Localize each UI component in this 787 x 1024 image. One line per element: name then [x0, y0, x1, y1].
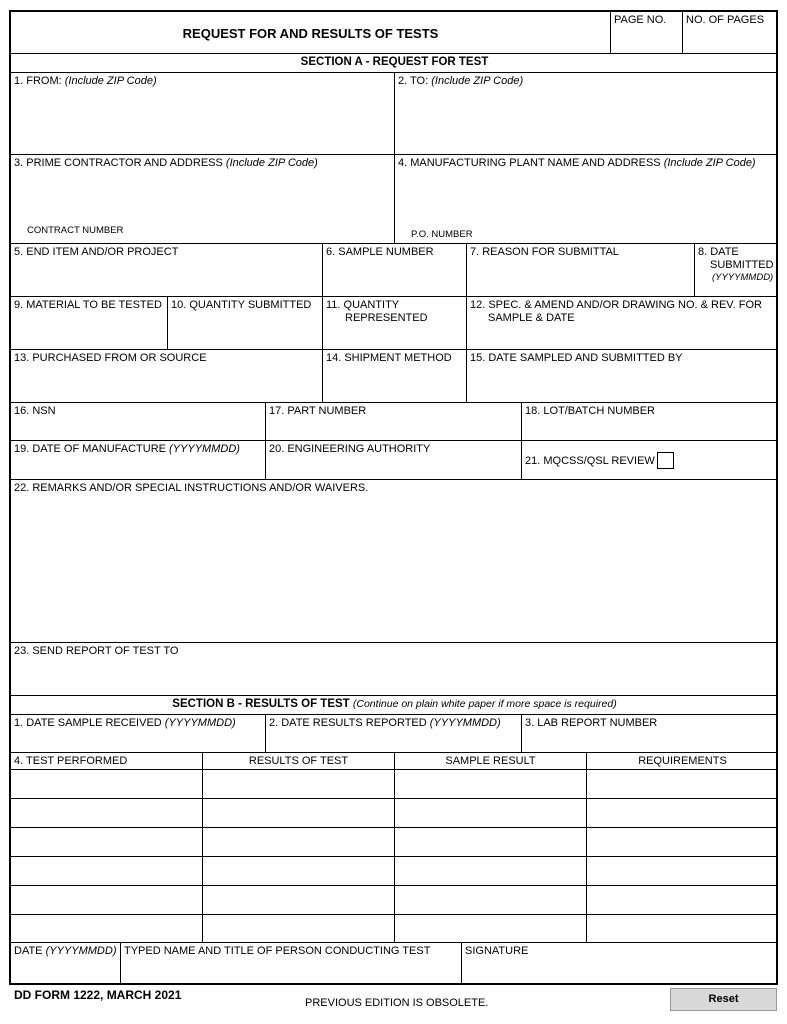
send-report-field[interactable]	[11, 643, 778, 696]
date-results-reported-field[interactable]	[266, 715, 522, 753]
table-cell[interactable]	[203, 915, 395, 943]
table-cell[interactable]	[395, 828, 587, 857]
form-title-cell	[11, 12, 611, 54]
material-field[interactable]	[11, 297, 168, 350]
date-format: (YYYYMMDD)	[45, 945, 117, 957]
column-header-label: RESULTS OF TEST	[248, 755, 349, 767]
remarks-field[interactable]	[11, 480, 778, 643]
table-cell[interactable]	[587, 857, 778, 886]
table-cell[interactable]	[395, 770, 587, 799]
remarks-label: 22. REMARKS AND/OR SPECIAL INSTRUCTIONS AND/OR WAIVERS.	[14, 482, 369, 494]
purchased-from-field[interactable]	[11, 350, 323, 403]
section-b-title-note: (Continue on plain white paper if more space is required)	[352, 698, 617, 710]
date-mfg-label: 19. DATE OF MANUFACTURE	[14, 443, 166, 455]
purchased-label: 13. PURCHASED FROM OR SOURCE	[14, 352, 207, 364]
section-b-title	[11, 696, 778, 715]
column-header-results-of-test	[203, 753, 395, 770]
shipment-label: 14. SHIPMENT METHOD	[326, 352, 452, 364]
lab-report-number-field[interactable]	[522, 715, 778, 753]
date-submitted-label-2: SUBMITTED	[710, 259, 774, 271]
column-header-test-performed	[11, 753, 203, 770]
no-of-pages-label: NO. OF PAGES	[686, 14, 765, 26]
date-sampled-label: 15. DATE SAMPLED AND SUBMITTED BY	[470, 352, 683, 364]
column-header-requirements	[587, 753, 778, 770]
date-submitted-field[interactable]	[695, 244, 778, 297]
page-no-label: PAGE NO.	[614, 14, 667, 26]
lab-report-label: 3. LAB REPORT NUMBER	[525, 717, 658, 729]
date-label: DATE	[14, 945, 43, 957]
date-sampled-field[interactable]	[467, 350, 778, 403]
table-cell[interactable]	[11, 886, 203, 915]
contract-number-label: CONTRACT NUMBER	[27, 225, 124, 236]
table-cell[interactable]	[203, 770, 395, 799]
signature-label: SIGNATURE	[465, 945, 529, 957]
quantity-submitted-field[interactable]	[168, 297, 323, 350]
material-label: 9. MATERIAL TO BE TESTED	[14, 299, 162, 311]
date-received-label: 1. DATE SAMPLE RECEIVED	[14, 717, 162, 729]
table-cell[interactable]	[587, 886, 778, 915]
table-cell[interactable]	[203, 799, 395, 828]
typed-name-field[interactable]	[121, 943, 462, 985]
reason-field[interactable]	[467, 244, 695, 297]
signature-field[interactable]	[462, 943, 778, 985]
nsn-field[interactable]	[11, 403, 266, 441]
column-header-sample-result	[395, 753, 587, 770]
table-cell[interactable]	[395, 915, 587, 943]
send-report-label: 23. SEND REPORT OF TEST TO	[14, 645, 179, 657]
mqcss-label: 21. MQCSS/QSL REVIEW	[525, 455, 655, 467]
manufacturing-plant-field[interactable]	[395, 155, 778, 244]
mfg-note: (Include ZIP Code)	[663, 157, 756, 169]
table-cell[interactable]	[11, 857, 203, 886]
po-number-label: P.O. NUMBER	[411, 229, 473, 240]
prime-contractor-field[interactable]	[11, 155, 395, 244]
spec-label-2: SAMPLE & DATE	[488, 312, 575, 324]
qty-rep-label-2: REPRESENTED	[345, 312, 428, 324]
table-cell[interactable]	[203, 857, 395, 886]
mqcss-review-cell	[522, 441, 778, 480]
date-reported-label: 2. DATE RESULTS REPORTED	[269, 717, 427, 729]
nsn-label: 16. NSN	[14, 405, 56, 417]
lot-batch-label: 18. LOT/BATCH NUMBER	[525, 405, 655, 417]
eng-auth-label: 20. ENGINEERING AUTHORITY	[269, 443, 431, 455]
quantity-submitted-label: 10. QUANTITY SUBMITTED	[171, 299, 312, 311]
section-a-title	[11, 54, 778, 73]
to-label: 2. TO:	[398, 75, 429, 87]
table-cell[interactable]	[587, 799, 778, 828]
date-mfg-format: (YYYYMMDD)	[169, 443, 240, 455]
table-cell[interactable]	[587, 828, 778, 857]
from-field[interactable]	[11, 73, 395, 155]
qty-rep-label-1: 11. QUANTITY	[326, 299, 400, 311]
date-of-manufacture-field[interactable]	[11, 441, 266, 480]
to-field[interactable]	[395, 73, 778, 155]
spec-drawing-field[interactable]	[467, 297, 778, 350]
end-item-label: 5. END ITEM AND/OR PROJECT	[14, 246, 179, 258]
shipment-method-field[interactable]	[323, 350, 467, 403]
prime-label: 3. PRIME CONTRACTOR AND ADDRESS	[14, 157, 223, 169]
table-cell[interactable]	[395, 857, 587, 886]
table-cell[interactable]	[395, 799, 587, 828]
table-cell[interactable]	[11, 799, 203, 828]
table-cell[interactable]	[203, 828, 395, 857]
to-note: (Include ZIP Code)	[431, 75, 524, 87]
table-cell[interactable]	[587, 915, 778, 943]
reason-label: 7. REASON FOR SUBMITTAL	[470, 246, 619, 258]
lot-batch-field[interactable]	[522, 403, 778, 441]
page-no-field[interactable]	[611, 12, 683, 54]
column-header-label: REQUIREMENTS	[638, 755, 727, 767]
date-submitted-label-1: 8. DATE	[698, 246, 739, 258]
part-number-field[interactable]	[266, 403, 522, 441]
engineering-authority-field[interactable]	[266, 441, 522, 480]
form-title: REQUEST FOR AND RESULTS OF TESTS	[182, 26, 439, 41]
quantity-represented-field[interactable]	[323, 297, 467, 350]
obsolete-notice: PREVIOUS EDITION IS OBSOLETE.	[305, 997, 489, 1009]
end-item-field[interactable]	[11, 244, 323, 297]
table-cell[interactable]	[11, 915, 203, 943]
table-cell[interactable]	[203, 886, 395, 915]
column-header-label: 4. TEST PERFORMED	[14, 755, 128, 767]
table-cell[interactable]	[11, 828, 203, 857]
part-number-label: 17. PART NUMBER	[269, 405, 367, 417]
spec-label-1: 12. SPEC. & AMEND AND/OR DRAWING NO. & REV. FOR	[470, 299, 762, 311]
date-received-format: (YYYYMMDD)	[164, 717, 236, 729]
column-header-label: SAMPLE RESULT	[445, 755, 536, 767]
table-cell[interactable]	[587, 770, 778, 799]
form-id: DD FORM 1222, MARCH 2021	[14, 988, 182, 1002]
mfg-label: 4. MANUFACTURING PLANT NAME AND ADDRESS	[398, 157, 661, 169]
form-border	[9, 10, 778, 985]
prime-note: (Include ZIP Code)	[225, 157, 318, 169]
section-a-title-text: SECTION A - REQUEST FOR TEST	[300, 56, 489, 68]
from-note: (Include ZIP Code)	[64, 75, 157, 87]
no-of-pages-field[interactable]	[683, 12, 778, 54]
from-label: 1. FROM:	[14, 75, 62, 87]
mqcss-review-checkbox[interactable]	[657, 452, 674, 469]
typed-name-label: TYPED NAME AND TITLE OF PERSON CONDUCTING TEST	[124, 945, 431, 957]
date-submitted-format: (YYYYMMDD)	[712, 272, 774, 283]
section-b-title-text: SECTION B - RESULTS OF TEST	[172, 698, 350, 710]
sample-number-label: 6. SAMPLE NUMBER	[326, 246, 434, 258]
date-conducted-field[interactable]	[11, 943, 121, 985]
date-reported-format: (YYYYMMDD)	[429, 717, 501, 729]
reset-button[interactable]: Reset	[670, 988, 777, 1011]
table-cell[interactable]	[11, 770, 203, 799]
sample-number-field[interactable]	[323, 244, 467, 297]
date-sample-received-field[interactable]	[11, 715, 266, 753]
table-cell[interactable]	[395, 886, 587, 915]
